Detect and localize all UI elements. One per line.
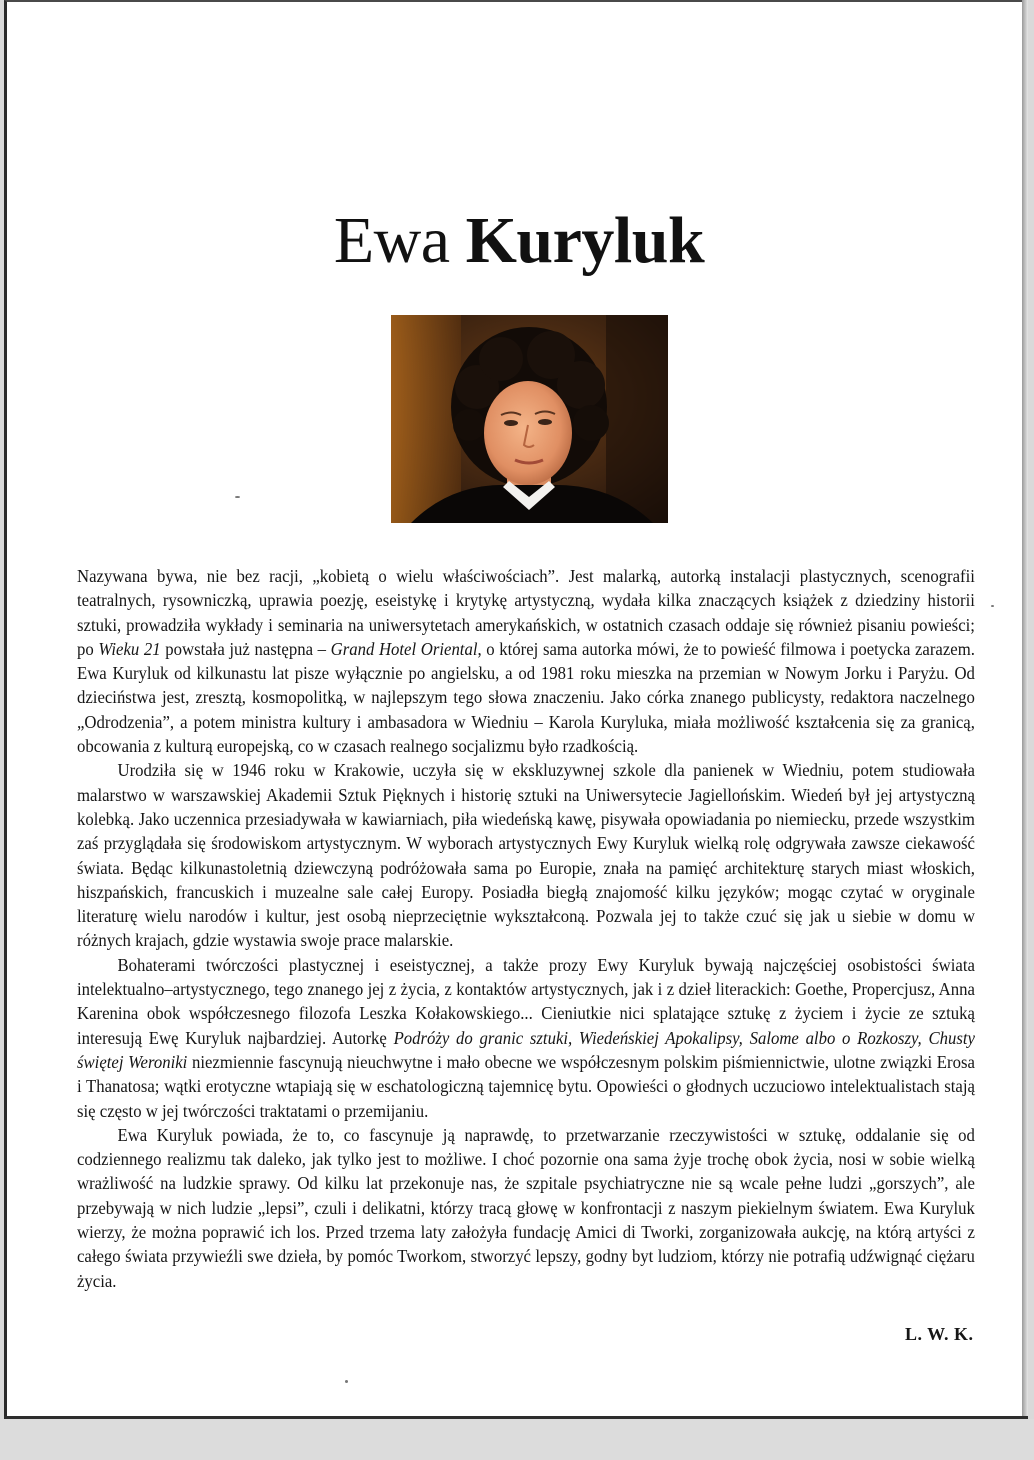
paragraph-1-part-c: powstała już następna – [160, 638, 331, 659]
paragraph-3 [77, 953, 975, 1123]
scan-speck [991, 605, 994, 607]
biography-text [77, 564, 975, 1293]
paragraph-3-part-a: Bohaterami twórczości plastycznej i eseistycznej, a także prozy Ewy Kuryluk bywają najczęściej osobistości świata intelektualno–artystycznego, tego znanego jej z życia, z kontaktów artystycznych, jak i z dzieł literackich: Goethe, Propercjusz, Anna Karenina obok współczesnego filozofa Leszka Kołakowskiego... Cieniutkie nici splatające sztukę z życiem i życie ze sztuką interesują Ewę Kuryluk najbardziej. Autorkę [77, 954, 975, 1048]
paragraph-2: Urodziła się w 1946 roku w Krakowie, uczyła się w ekskluzywnej szkole dla panienek w Wiedniu, potem studiowała malarstwo w warszawskiej Akademii Sztuk Pięknych i historię sztuki na Uniwersytecie Jagiellońskim. Wiedeń był jej artystyczną kolebką. Jako uczennica przesiadywała w kawiarniach, piła wiedeńską kawę, pisywała opowiadania po niemiecku, przede wszystkim zaś przyglądała się środowiskom artystycznym. W wyborach artystycznych Ewy Kuryluk wielką rolę odgrywała zawsze ciekawość świata. Będąc kilkunastoletnią dziewczyną podróżowała sama po Europie, znała na pamięć architekturę starych miast włoskich, hiszpańskich, francuskich i muzealne sale całej Europy. Posiadła biegłą znajomość kilku języków; mogąc czytać w oryginale literaturę wielu narodów i kultur, jest osobą nieprzeciętnie wykształconą. Pozwala jej to także czuć się jak u siebie w domu w różnych krajach, gdzie wystawia swoje prace malarskie. [77, 760, 975, 951]
paragraph-1-part-e: , o której sama autorka mówi, że to powieść filmowa i poetycka zarazem. Ewa Kuryluk od kilkunastu lat pisze wyłącznie po angielsku, a od 1981 roku mieszka na przemian w Nowym Jorku i Paryżu. Od dzieciństwa jest, zresztą, kosmopolitką, w najlepszym tego słowa znaczeniu. Jako córka znanego publicysty, redaktora naczelnego „Odrodzenia”, a potem ministra kultury i ambasadora w Wiedniu – Karola Kuryluka, miała możliwość kształcenia się za granicą, obcowania z kulturą europejską, co w czasach realnego socjalizmu było rzadkością. [77, 638, 975, 757]
title-first-name: Ewa [333, 204, 450, 277]
paragraph-1 [77, 564, 975, 758]
paragraph-1-part-a: Nazywana bywa, nie bez racji, „kobietą o wielu właściwościach”. Jest malarką, autorką instalacji plastycznych, scenografii teatralnych, rysowniczką, uprawia poezję, eseistykę i krytykę artystyczną, wydała kilka znaczących książek z dziedziny historii sztuki, prowadziła wykłady i seminaria na uniwersytetach amerykańskich, w ostatnich czasach oddaje się również pisaniu powieści; po [77, 566, 975, 659]
portrait-photo [391, 315, 668, 523]
scanner-background [0, 1419, 1034, 1460]
paragraph-4: Ewa Kuryluk powiada, że to, co fascynuje ją naprawdę, to przetwarzanie rzeczywistości w sztukę, oddalanie się od codziennego realizmu tak daleko, jak tylko jest to możliwe. I choć pozornie ona sama żyje trochę obok życia, nosi w sobie wielką wrażliwość na ludzkie sprawy. Od kilku lat przekonuje nas, że szpitale psychiatryczne nie są wcale pełne ludzi „gorszych”, ale przebywają w nich ludzie „lepsi”, czuli i delikatni, którzy tracą głowę w konfrontacji z naszym piekielnym światem. Ewa Kuryluk wierzy, że można poprawić ich los. Przed trzema laty założyła fundację Amici di Tworki, zorganizowała aukcję, na którą artyści z całego świata przywieźli swe dzieła, by pomóc Tworkom, stworzyć lepszy, godny byt ludziom, którzy nie potrafią udźwignąć ciężaru życia. [77, 1124, 975, 1291]
paragraph-3-part-c: niezmiennie fascynują nieuchwytne i mało obecne we współczesnym polskim piśmiennictwie, ulotne związki Erosa i Thanatosa; wątki erotyczne wtapiają się w eschatologiczną tajemnicę bytu. Opowieści o głodnych uczuciowo intelektualistach stają się często w jej twórczości traktatami o przemijaniu. [77, 1051, 975, 1121]
author-signature: L. W. K. [905, 1324, 974, 1344]
scan-speck [345, 1380, 348, 1383]
book-title-grand-hotel-oriental: Grand Hotel Oriental [330, 638, 478, 659]
title-last-name: Kuryluk [465, 204, 705, 277]
portrait-illustration [391, 315, 668, 523]
page-title [7, 198, 1028, 284]
page-right-edge [1022, 0, 1028, 1419]
document-page [4, 0, 1028, 1416]
scan-speck [235, 496, 240, 498]
book-titles-list: Podróży do granic sztuki, Wiedeńskiej Apokalipsy, Salome albo o Rozkoszy, Chusty świętej Weroniki [77, 1027, 975, 1072]
book-title-wiek-21: Wieku 21 [98, 638, 161, 659]
